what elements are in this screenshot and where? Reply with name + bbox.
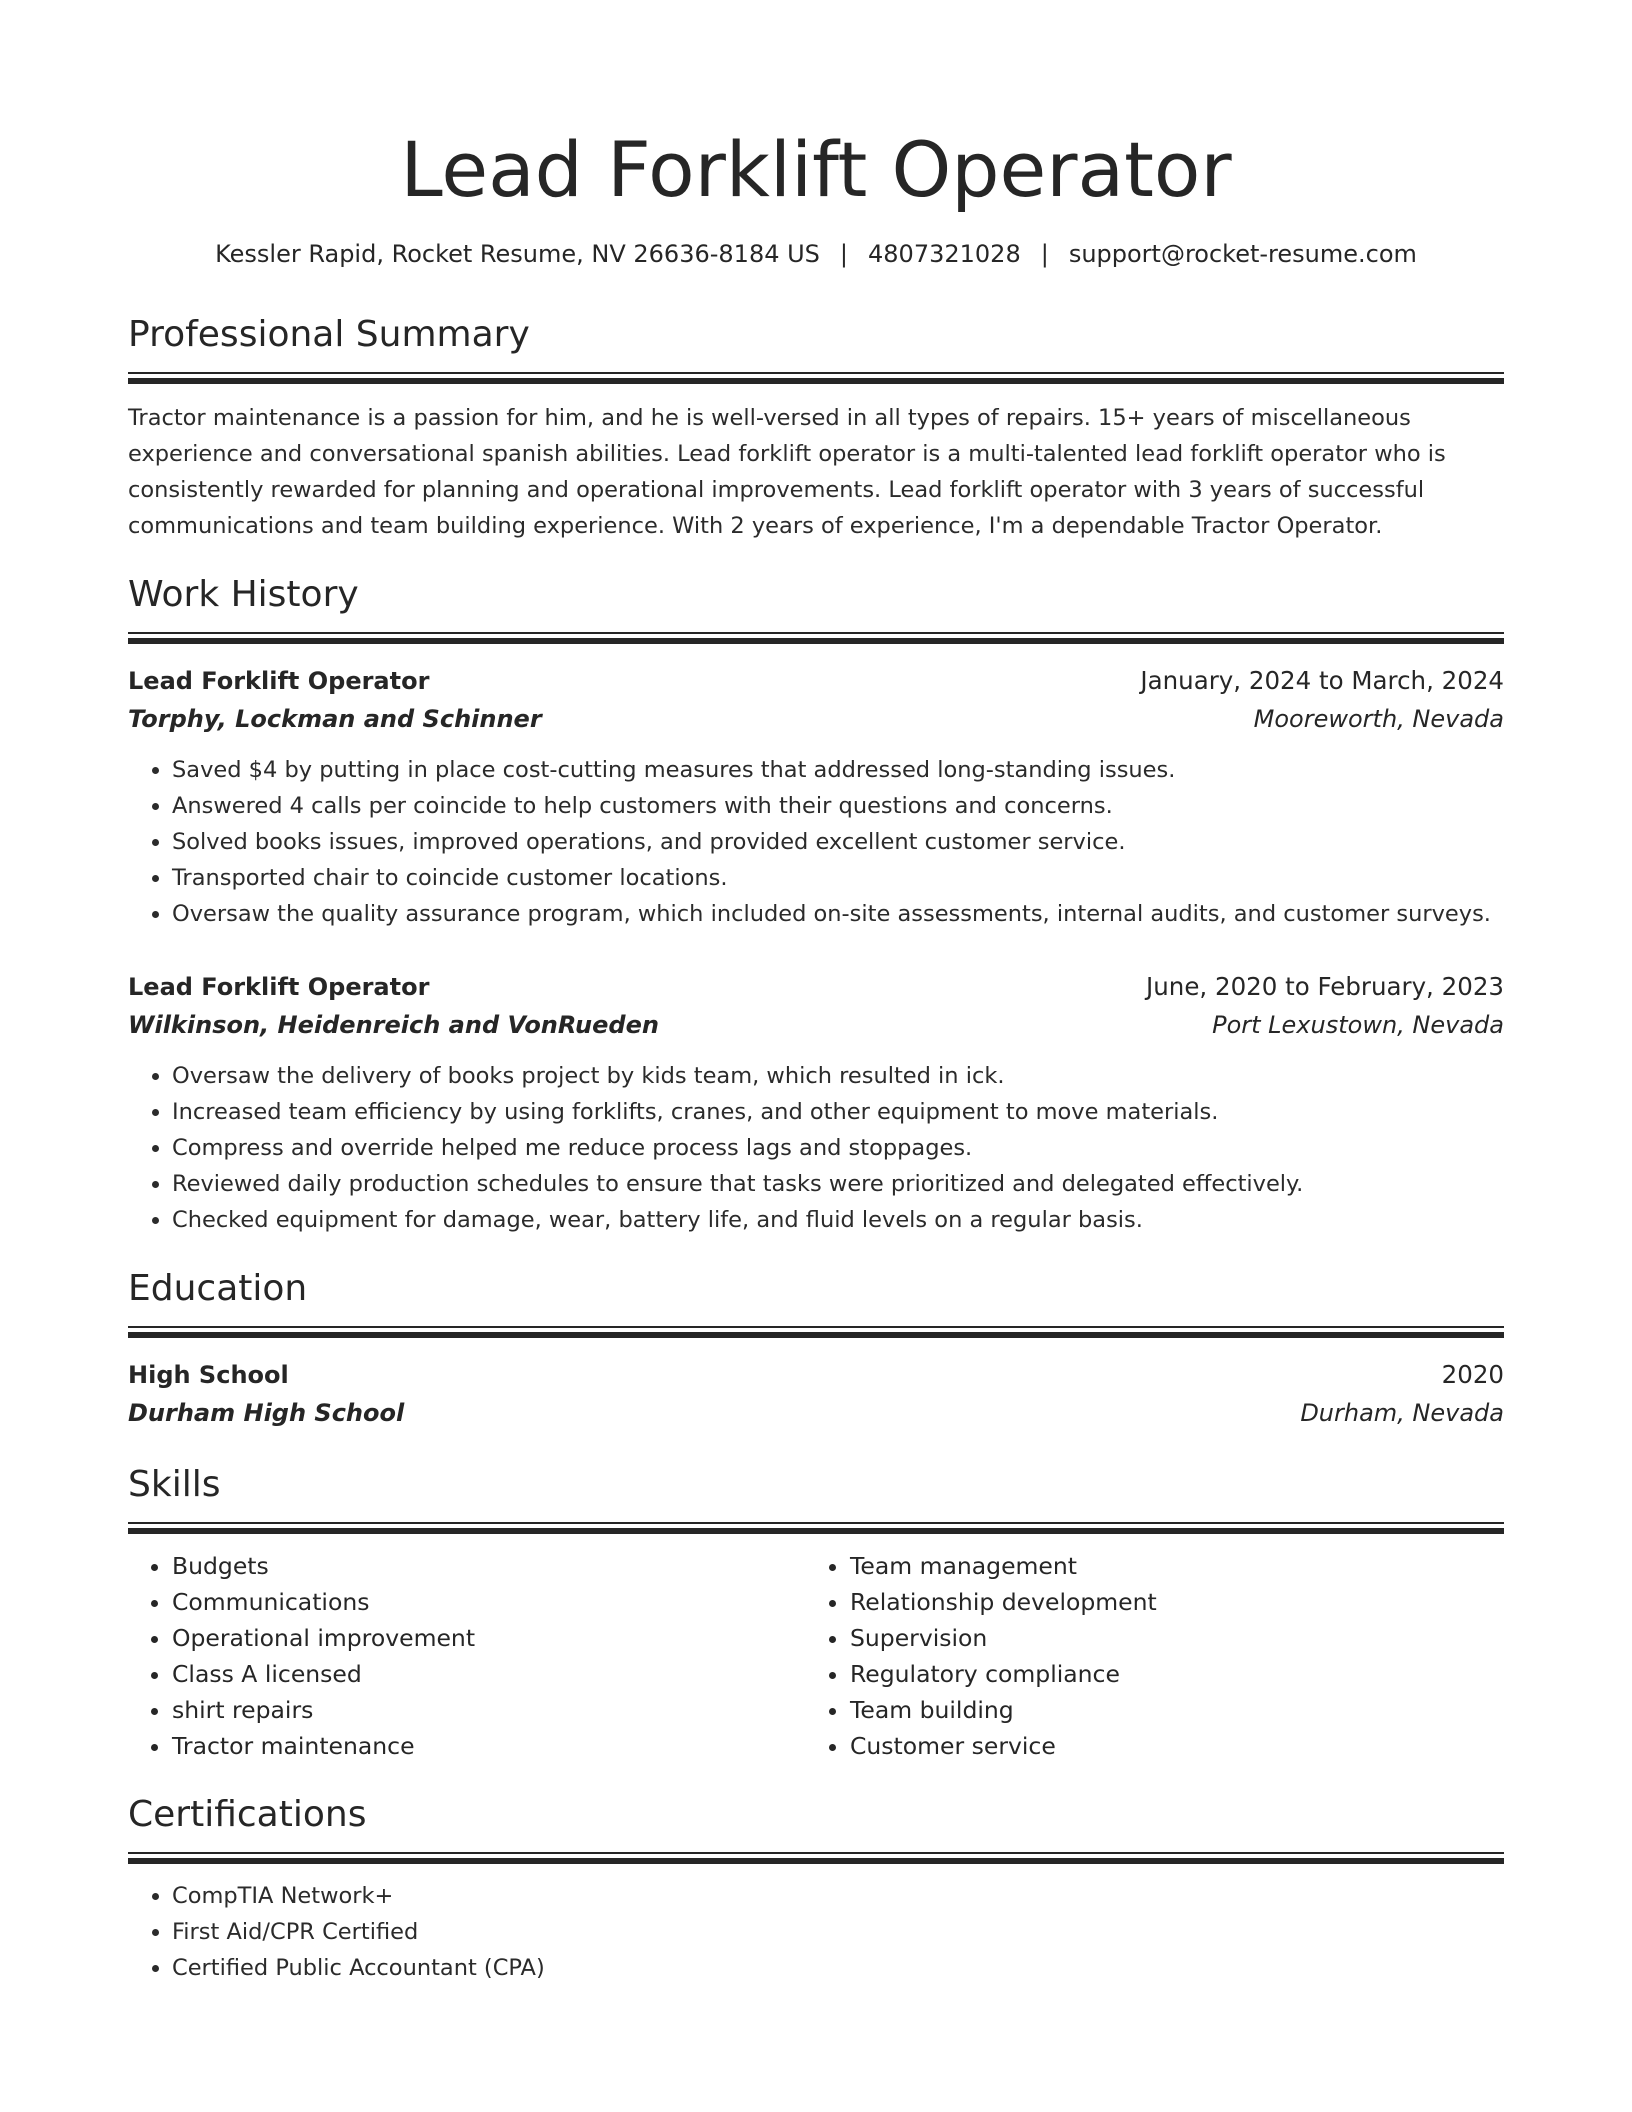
skill-item: • Team management bbox=[850, 1548, 1504, 1584]
job-duty: • Reviewed daily production schedules to ensure that tasks were prioritized and delegated effectively. bbox=[172, 1166, 1504, 1202]
section-title-education: Education bbox=[128, 1268, 308, 1309]
skills-section bbox=[128, 1462, 1504, 1764]
skills-list-right bbox=[806, 1548, 1504, 1764]
job-duty: • Transported chair to coincide customer locations. bbox=[172, 860, 1504, 896]
section-title-skills: Skills bbox=[128, 1464, 221, 1505]
job-duties-list bbox=[128, 752, 1504, 932]
certification-item: • Certified Public Accountant (CPA) bbox=[172, 1950, 1504, 1986]
job-company: Wilkinson, Heidenreich and VonRueden bbox=[128, 1011, 659, 1039]
education-location: Durham, Nevada bbox=[1300, 1399, 1504, 1427]
section-title-certifications: Certifications bbox=[128, 1794, 367, 1835]
job-duty: • Oversaw the delivery of books project by kids team, which resulted in ick. bbox=[172, 1058, 1504, 1094]
section-title-work-history: Work History bbox=[128, 574, 359, 615]
job-company: Torphy, Lockman and Schinner bbox=[128, 705, 542, 733]
skills-columns bbox=[128, 1548, 1504, 1764]
section-divider bbox=[128, 372, 1504, 384]
certification-item: • First Aid/CPR Certified bbox=[172, 1914, 1504, 1950]
summary-text: Tractor maintenance is a passion for him, and he is well-versed in all types of repairs. 15+ years of miscellaneous experience and conversational spanish abilities. Lead forklift operator is a multi-talented lead forklift operator who is consistently rewarded for planning and operational improvements. Lead forklift operator with 3 years of successful communications and team building experience. With 2 years of experience, I'm a dependable Tractor Operator. bbox=[128, 405, 1446, 539]
education-school: Durham High School bbox=[128, 1399, 405, 1427]
contact-line bbox=[128, 236, 1504, 272]
job-duty: • Increased team efficiency by using forklifts, cranes, and other equipment to move materials. bbox=[172, 1094, 1504, 1130]
job-duty: • Solved books issues, improved operations, and provided excellent customer service. bbox=[172, 824, 1504, 860]
skill-item: • Relationship development bbox=[850, 1584, 1504, 1620]
skill-item: • Supervision bbox=[850, 1620, 1504, 1656]
work-history-section bbox=[128, 572, 1504, 1238]
skill-item: • Regulatory compliance bbox=[850, 1656, 1504, 1692]
contact-email: support@rocket-resume.com bbox=[1068, 240, 1417, 268]
skill-item: • Tractor maintenance bbox=[172, 1728, 806, 1764]
skill-item: • Communications bbox=[172, 1584, 806, 1620]
job-duty: • Oversaw the quality assurance program, which included on-site assessments, internal audits, and customer surveys. bbox=[172, 896, 1504, 932]
summary-section bbox=[128, 312, 1504, 544]
skill-item: • Class A licensed bbox=[172, 1656, 806, 1692]
skill-item: • Customer service bbox=[850, 1728, 1504, 1764]
section-divider bbox=[128, 632, 1504, 644]
job-duty: • Checked equipment for damage, wear, battery life, and fluid levels on a regular basis. bbox=[172, 1202, 1504, 1238]
job-title: Lead Forklift Operator bbox=[128, 973, 430, 1001]
contact-separator: | bbox=[839, 240, 849, 268]
section-divider bbox=[128, 1522, 1504, 1534]
section-divider bbox=[128, 1326, 1504, 1338]
resume-name: Lead Forklift Operator bbox=[400, 125, 1232, 214]
contact-separator: | bbox=[1040, 240, 1049, 268]
education-year: 2020 bbox=[1441, 1360, 1504, 1389]
job-dates: June, 2020 to February, 2023 bbox=[1146, 972, 1504, 1001]
education-degree: High School bbox=[128, 1361, 289, 1389]
job-dates: January, 2024 to March, 2024 bbox=[1140, 666, 1504, 695]
certifications-section bbox=[128, 1792, 1504, 1986]
job-entry bbox=[128, 968, 1504, 1238]
job-duty: • Answered 4 calls per coincide to help customers with their questions and concerns. bbox=[172, 788, 1504, 824]
job-title: Lead Forklift Operator bbox=[128, 667, 430, 695]
skill-item: • shirt repairs bbox=[172, 1692, 806, 1728]
education-section bbox=[128, 1266, 1504, 1432]
skill-item: • Operational improvement bbox=[172, 1620, 806, 1656]
job-duty: • Saved $4 by putting in place cost-cutting measures that addressed long-standing issues. bbox=[172, 752, 1504, 788]
skill-item: • Team building bbox=[850, 1692, 1504, 1728]
job-entry bbox=[128, 662, 1504, 932]
skill-item: • Budgets bbox=[172, 1548, 806, 1584]
certification-item: • CompTIA Network+ bbox=[172, 1878, 1504, 1914]
certifications-list bbox=[128, 1878, 1504, 1986]
section-title-summary: Professional Summary bbox=[128, 314, 530, 355]
job-location: Mooreworth, Nevada bbox=[1253, 705, 1504, 733]
resume-page bbox=[128, 120, 1504, 1986]
job-duties-list bbox=[128, 1058, 1504, 1238]
job-duty: • Compress and override helped me reduce process lags and stoppages. bbox=[172, 1130, 1504, 1166]
section-divider bbox=[128, 1852, 1504, 1864]
job-location: Port Lexustown, Nevada bbox=[1212, 1011, 1504, 1039]
skills-list-left bbox=[128, 1548, 806, 1764]
contact-phone: 4807321028 bbox=[868, 240, 1021, 268]
contact-address: Kessler Rapid, Rocket Resume, NV 26636-8184 US bbox=[215, 240, 820, 268]
